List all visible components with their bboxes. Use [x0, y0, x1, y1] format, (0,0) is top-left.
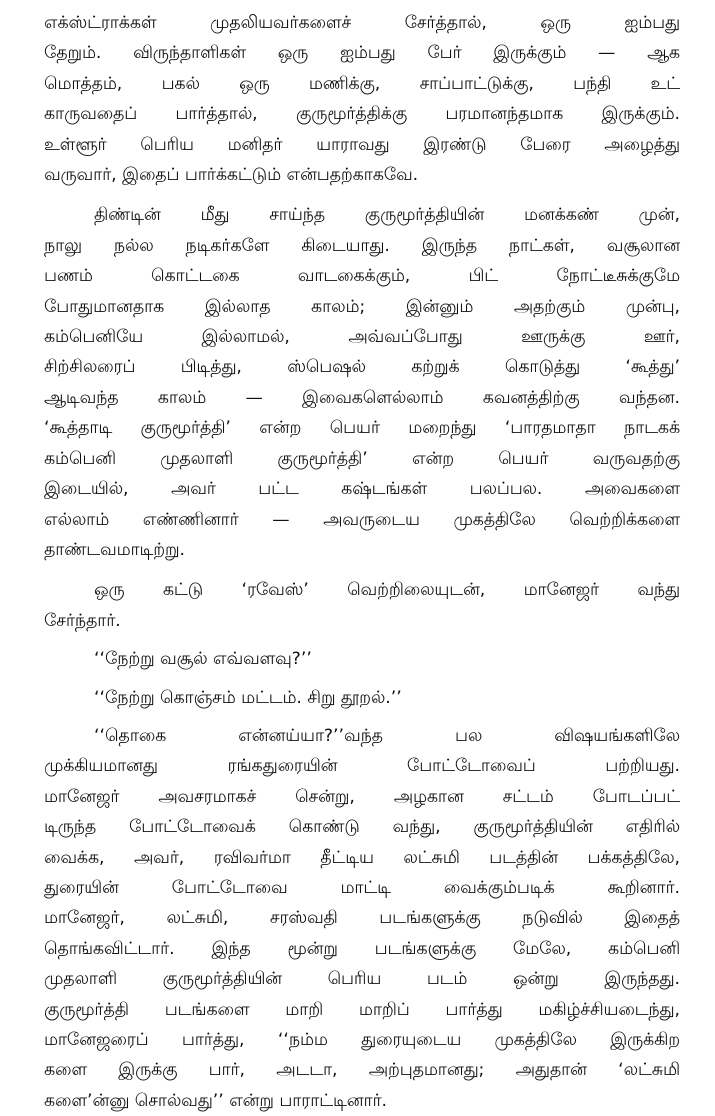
paragraph-memories: [44, 200, 680, 565]
text-line: சேர்ந்தார்.: [44, 610, 121, 631]
text-line: ‘‘நேற்று கொஞ்சம் மட்டம். சிறு தூறல்.’’: [94, 687, 402, 708]
book-page: [44, 8, 680, 1116]
text-line: வைக்க, அவர், ரவிவர்மா தீட்டிய லட்சுமி படத்தின் பக்கத்திலே,: [44, 847, 680, 868]
text-line: தொங்கவிட்டார். இந்த மூன்று படங்களுக்கு மேலே, கம்பெனி: [44, 938, 680, 959]
text-line: திண்டின் மீது சாய்ந்த குருமூர்த்தியின் மனக்கண் முன்,: [94, 205, 680, 226]
text-line: மானேஜர், லட்சுமி, சரஸ்வதி படங்களுக்கு நடுவில் இதைத்: [44, 908, 680, 929]
text-line: மானேஜரைப் பார்த்து, ‘‘நம்ம துரையுடைய முகத்திலே இருக்கிற: [44, 1030, 680, 1050]
text-line: கம்பெனியே இல்லாமல், அவ்வப்போது ஊருக்கு ஊர்,: [44, 327, 680, 348]
text-line: உள்ளூர் பெரிய மனிதர் யாராவது இரண்டு பேரை அழைத்து: [44, 134, 680, 155]
text-line: எல்லாம் எண்ணினார் — அவருடைய முகத்திலே வெற்றிக்களை: [44, 509, 680, 530]
dialogue-answer: [44, 683, 680, 713]
paragraph-manager-arrives: [44, 575, 680, 636]
text-line: ‘‘தொகை என்னய்யா?’’வந்த பல விஷயங்களிலே: [94, 725, 680, 746]
text-line: எக்ஸ்ட்ராக்கள் முதலியவர்களைச் சேர்த்தால், ஒரு ஐம்பது: [44, 13, 680, 33]
text-line: குருமூர்த்தி படங்களை மாறி மாறிப் பார்த்து மகிழ்ச்சியடைந்து,: [44, 999, 680, 1020]
text-line: டிருந்த போட்டோவைக் கொண்டு வந்து, குருமூர்த்தியின் எதிரில்: [44, 817, 680, 838]
text-line: ‘‘நேற்று வசூல் எவ்வளவு?’’: [94, 649, 312, 670]
text-line: பணம் கொட்டகை வாடகைக்கும், பிட் நோட்டீசுக்குமே: [44, 266, 680, 287]
text-line: வருவார், இதைப் பார்க்கட்டும் என்பதற்காகவே.: [44, 165, 419, 186]
text-line: தேறும். விருந்தாளிகள் ஒரு ஐம்பது பேர் இருக்கும் — ஆக: [44, 43, 680, 64]
text-line: முதலாளி குருமூர்த்தியின் பெரிய படம் ஒன்று இருந்தது.: [44, 969, 680, 990]
text-line: கம்பெனி முதலாளி குருமூர்த்தி’ என்ற பெயர் வருவதற்கு: [44, 448, 680, 469]
text-line: காருவதைப் பார்த்தால், குருமூர்த்திக்கு பரமானந்தமாக இருக்கும்.: [44, 104, 680, 125]
text-line: இடையில், அவர் பட்ட கஷ்டங்கள் பலப்பல. அவைகளை: [44, 479, 680, 500]
text-line: ‘கூத்தாடி குருமூர்த்தி’ என்ற பெயர் மறைந்து ‘பாரதமாதா நாடகக்: [44, 418, 680, 439]
text-line: களை’ன்னு சொல்வது’’ என்று பாராட்டினார்.: [44, 1090, 388, 1111]
text-line: ஆடிவந்த காலம் — இவைகளெல்லாம் கவனத்திற்கு வந்தன.: [44, 387, 680, 408]
text-line: போதுமானதாக இல்லாத காலம்; இன்னும் அதற்கும் முன்பு,: [44, 296, 680, 317]
text-line: ஒரு கட்டு ‘ரவேஸ்’ வெற்றிலையுடன், மானேஜர் வந்து: [94, 580, 680, 601]
text-line: சிற்சிலரைப் பிடித்து, ஸ்பெஷல் கற்றுக் கொடுத்து ‘கூத்து’: [44, 357, 680, 378]
text-line: முக்கியமானது ரங்கதுரையின் போட்டோவைப் பற்றியது.: [44, 756, 680, 777]
text-line: மானேஜர் அவசரமாகச் சென்று, அழகான சட்டம் போடப்பட்: [44, 786, 680, 807]
text-line: களை இருக்கு பார், அடடா, அற்புதமானது; அதுதான் ‘லட்சுமி: [44, 1060, 680, 1081]
text-line: தாண்டவமாடிற்று.: [44, 539, 185, 560]
text-line: மொத்தம், பகல் ஒரு மணிக்கு, சாப்பாட்டுக்கு, பந்தி உட்: [44, 73, 680, 94]
text-line: நாலு நல்ல நடிகர்களே கிடையாது. இருந்த நாட்கள், வசூலான: [44, 235, 680, 256]
text-line: துரையின் போட்டோவை மாட்டி வைக்கும்படிக் கூறினார்.: [44, 877, 680, 898]
paragraph-guests: [44, 8, 680, 190]
dialogue-question: [44, 644, 680, 674]
paragraph-photo: [44, 721, 680, 1116]
